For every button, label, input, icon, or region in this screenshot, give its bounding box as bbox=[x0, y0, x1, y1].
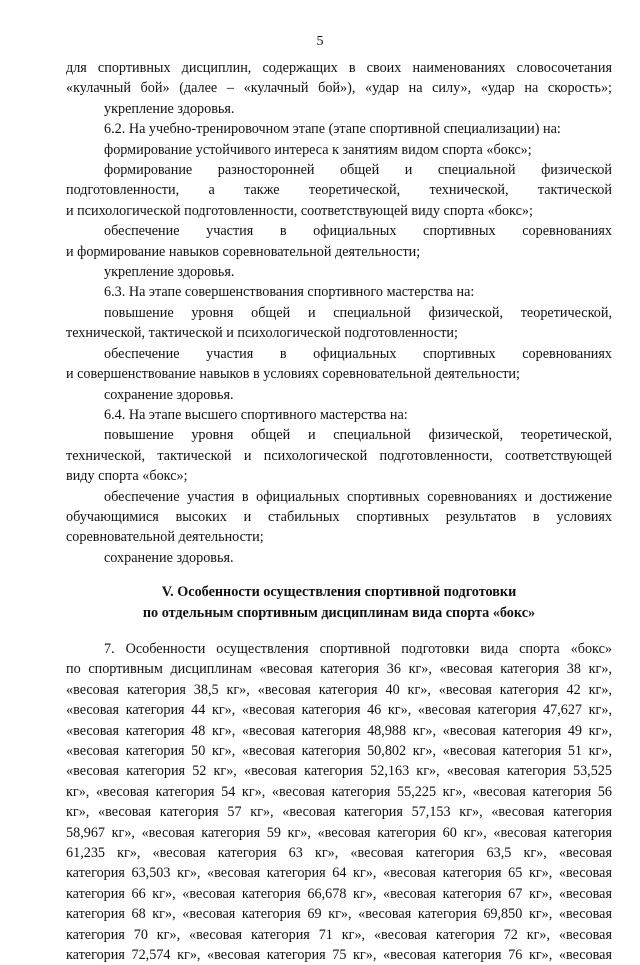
text-line: «весовая категория 38,5 кг», «весовая категория 40 кг», «весовая категория 42 кг», bbox=[66, 681, 612, 698]
text-line: «весовая категория 50 кг», «весовая категория 50,802 кг», «весовая категория 51 кг», bbox=[66, 743, 612, 759]
text-line: категория 63,503 кг», «весовая категория 64 кг», «весовая категория 65 кг», «весовая bbox=[66, 865, 612, 882]
text-line: и совершенствование навыков в условиях соревновательной деятельности; bbox=[66, 366, 520, 383]
text-line: категория 72,574 кг», «весовая категория 75 кг», «весовая категория 76 кг», «весовая bbox=[66, 947, 612, 964]
text-line: 6.2. На учебно-тренировочном этапе (этапе спортивной специализации) на: bbox=[104, 121, 561, 138]
section-heading bbox=[66, 582, 612, 623]
text-line: сохранение здоровья. bbox=[104, 386, 234, 403]
text-line: 6.4. На этапе высшего спортивного мастерства на: bbox=[104, 406, 408, 423]
text-line: и психологической подготовленности, соответствующей виду спорта «бокс»; bbox=[66, 202, 533, 219]
page-number: 5 bbox=[316, 34, 324, 49]
text-line: по спортивным дисциплинам «весовая категория 36 кг», «весовая категория 38 кг», bbox=[66, 661, 612, 678]
text-line: соревновательной деятельности; bbox=[66, 529, 264, 546]
section-heading-line-1: V. Особенности осуществления спортивной подготовки bbox=[161, 584, 517, 601]
text-line: кг», «весовая категория 57 кг», «весовая категория 57,153 кг», «весовая категория bbox=[66, 804, 612, 821]
text-line: для спортивных дисциплин, содержащих в своих наименованиях словосочетания bbox=[66, 60, 612, 76]
text-line: и формирование навыков соревновательной деятельности; bbox=[66, 243, 421, 260]
text-line: категория 68 кг», «весовая категория 69 кг», «весовая категория 69,850 кг», «весовая bbox=[66, 906, 612, 923]
text-line: укрепление здоровья. bbox=[104, 264, 235, 281]
text-line: категория 70 кг», «весовая категория 71 кг», «весовая категория 72 кг», «весовая bbox=[66, 926, 612, 943]
text-line: подготовленности, а также теоретической, технической, тактической bbox=[66, 182, 612, 199]
text-line: «весовая категория 44 кг», «весовая категория 46 кг», «весовая категория 47,627 кг», bbox=[66, 702, 612, 719]
text-line: обеспечение участия в официальных спортивных соревнованиях bbox=[104, 223, 612, 240]
text-line: кг», «весовая категория 54 кг», «весовая категория 55,225 кг», «весовая категория 56 bbox=[66, 783, 612, 800]
text-line: формирование разносторонней общей и специальной физической bbox=[104, 162, 612, 179]
text-line: обеспечение участия в официальных спортивных соревнованиях bbox=[104, 345, 612, 362]
text-line: «весовая категория 48 кг», «весовая категория 48,988 кг», «весовая категория 49 кг», bbox=[66, 722, 612, 739]
text-line: технической, тактической и психологической подготовленности, соответствующей bbox=[66, 447, 612, 464]
text-line: технической, тактической и психологической подготовленности; bbox=[66, 325, 458, 342]
text-line: обеспечение участия в официальных спортивных соревнованиях и достижение bbox=[104, 488, 612, 505]
goals-section bbox=[66, 58, 612, 568]
section-paragraph-7 bbox=[66, 639, 612, 965]
text-line: 61,235 кг», «весовая категория 63 кг», «весовая категория 63,5 кг», «весовая bbox=[66, 845, 612, 862]
text-line: повышение уровня общей и специальной физической, теоретической, bbox=[104, 304, 612, 321]
text-line: виду спорта «бокс»; bbox=[66, 468, 188, 485]
text-line: формирование устойчивого интереса к занятиям видом спорта «бокс»; bbox=[104, 141, 532, 158]
text-line: «кулачный бой» (далее – «кулачный бой»), «удар на силу», «удар на скорость»; bbox=[66, 80, 612, 97]
section-heading-line-2: по отдельным спортивным дисциплинам вида спорта «бокс» bbox=[142, 604, 536, 621]
text-line: 7. Особенности осуществления спортивной подготовки вида спорта «бокс» bbox=[104, 640, 612, 657]
document-body bbox=[66, 58, 612, 965]
text-line: 6.3. На этапе совершенствования спортивного мастерства на: bbox=[104, 284, 475, 301]
text-line: 58,967 кг», «весовая категория 59 кг», «весовая категория 60 кг», «весовая категория bbox=[66, 824, 612, 841]
text-line: сохранение здоровья. bbox=[104, 549, 234, 566]
text-line: категория 66 кг», «весовая категория 66,678 кг», «весовая категория 67 кг», «весовая bbox=[66, 885, 612, 902]
text-line: обучающимися высоких и стабильных спортивных результатов в условиях bbox=[66, 508, 612, 525]
text-line: укрепление здоровья. bbox=[104, 100, 235, 117]
text-line: повышение уровня общей и специальной физической, теоретической, bbox=[104, 427, 612, 444]
text-line: «весовая категория 52 кг», «весовая категория 52,163 кг», «весовая категория 53,525 bbox=[66, 763, 612, 780]
